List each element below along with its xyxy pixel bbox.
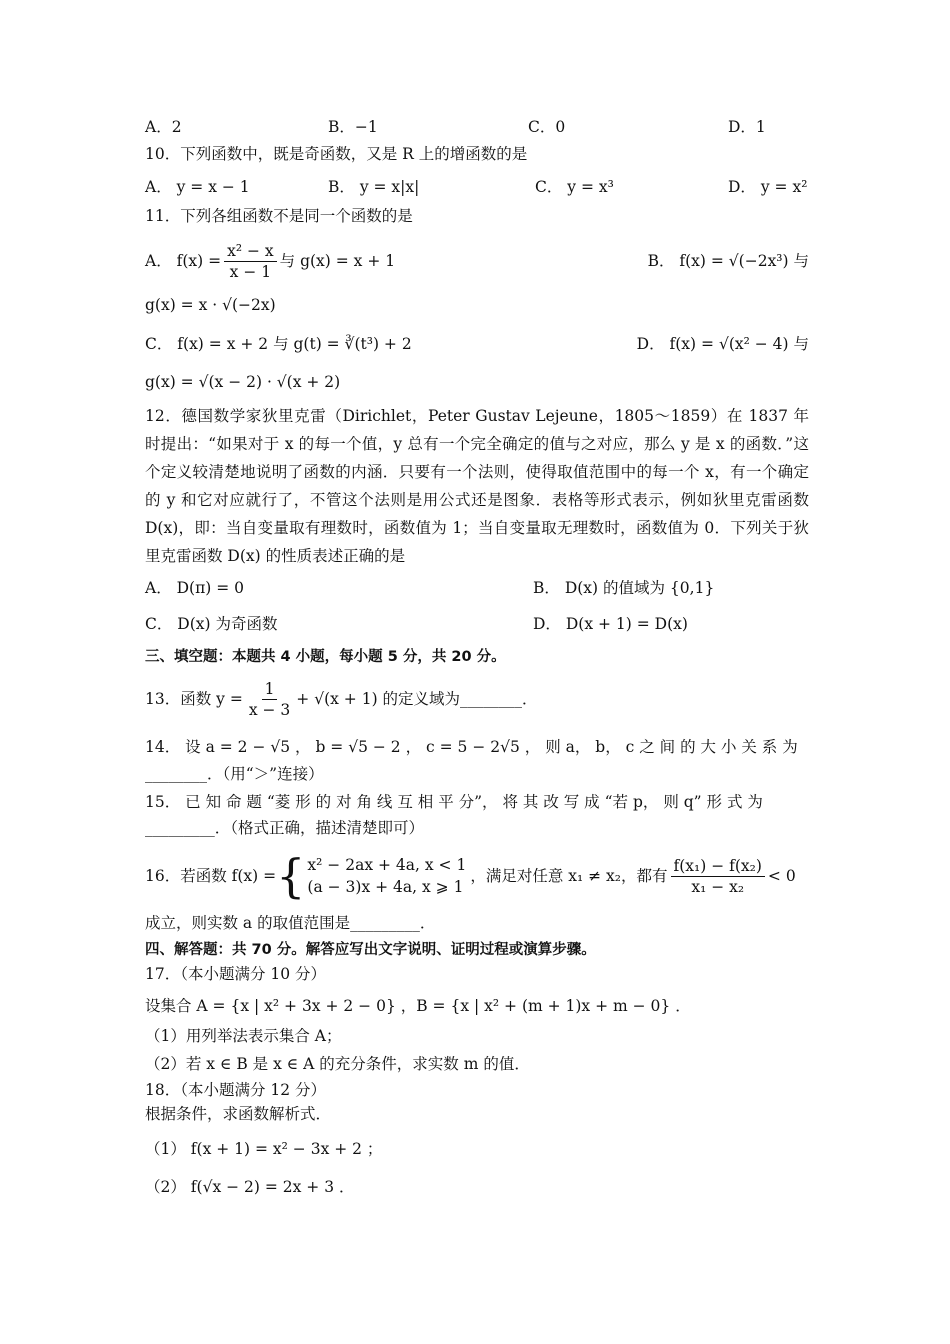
q18-part-2: （2） f(√x − 2) = 2x + 3 ． (145, 1178, 355, 1196)
q18-title: 18．（本小题满分 12 分） (145, 1081, 327, 1099)
q12-option-c: C． D(x) 为奇函数 (145, 615, 278, 633)
q14-line1: 14． 设 a = 2 − √5 ， b = √5 − 2 ， c = 5 − 2√5 ， 则 a， b， c 之 间 的 大 小 关 系 为 (145, 738, 798, 756)
q16-pre: 16．若函数 f(x) = (145, 867, 277, 885)
q9-option-b: B．−1 (328, 118, 378, 136)
q16-post: < 0 (767, 867, 796, 885)
q11-a-pre: A． f(x) = (145, 252, 222, 270)
q11-option-b-part2: g(x) = x · √(−2x) (145, 296, 276, 314)
q11-option-a (145, 241, 395, 282)
q16-numerator: f(x₁) − f(x₂) (671, 856, 765, 877)
q15-line1: 15． 已 知 命 题 “菱 形 的 对 角 线 互 相 平 分”， 将 其 改 写 成 “若 p， 则 q” 形 式 为 (145, 793, 763, 811)
q16 (145, 844, 809, 908)
q11-a-fraction (224, 241, 277, 282)
q11-option-d-part2: g(x) = √(x − 2) · √(x + 2) (145, 373, 341, 391)
q13 (145, 672, 809, 726)
q10-option-c: C． y = x³ (535, 178, 614, 196)
q16-fraction (671, 856, 765, 897)
q12-row-cd (145, 606, 809, 642)
q18-part-1: （1） f(x + 1) = x² − 3x + 2 ； (145, 1140, 383, 1158)
q12-option-a: A． D(π) = 0 (145, 579, 245, 597)
q9-option-d: D．1 (728, 118, 766, 136)
q15-line2: _________．（格式正确，描述清楚即可） (145, 819, 425, 837)
q16-case-2: (a − 3)x + 4a, x ⩾ 1 (307, 878, 464, 896)
q13-post: + √(x + 1) 的定义域为________． (296, 690, 538, 708)
q10-stem: 10．下列函数中，既是奇函数，又是 R 上的增函数的是 (145, 145, 528, 163)
q11-a-post: 与 g(x) = x + 1 (279, 252, 396, 270)
q10-options (145, 170, 809, 204)
q10-option-d: D． y = x² (728, 178, 808, 196)
q14-line2: ________．（用“＞”连接） (145, 765, 324, 783)
q11-option-c: C． f(x) = x + 2 与 g(t) = ∛(t³) + 2 (145, 335, 412, 353)
q17-sets: 设集合 A = {x | x² + 3x + 2 − 0} ，B = {x | x² + (m + 1)x + m − 0} ． (145, 997, 691, 1015)
q13-fraction (246, 679, 293, 720)
q16-piecewise (276, 849, 467, 903)
q18-intro: 根据条件，求函数解析式． (145, 1105, 332, 1123)
q10-option-b: B． y = x|x| (328, 178, 420, 196)
section-4-heading: 四、解答题：共 70 分。解答应写出文字说明、证明过程或演算步骤。 (145, 942, 596, 958)
q13-pre: 13．函数 y = (145, 690, 243, 708)
q9-option-a: A．2 (145, 118, 182, 136)
q12-option-b: B． D(x) 的值域为 {0,1} (533, 579, 715, 597)
q16-line2: 成立，则实数 a 的取值范围是_________． (145, 914, 436, 932)
q11-option-d-part1: D． f(x) = √(x² − 4) 与 (636, 335, 809, 353)
q13-denominator: x − 3 (248, 700, 291, 719)
q17-part-2: （2）若 x ∈ B 是 x ∈ A 的充分条件，求实数 m 的值． (145, 1055, 530, 1073)
q16-case-1: x² − 2ax + 4a, x < 1 (307, 856, 467, 874)
q11-a-denominator: x − 1 (229, 262, 272, 281)
q11-a-numerator: x² − x (224, 241, 277, 262)
q11-row-ab (145, 236, 809, 286)
section-3-heading: 三、填空题：本题共 4 小题，每小题 5 分，共 20 分。 (145, 649, 506, 665)
q9-options (145, 112, 809, 142)
q11-option-b-part1: B． f(x) = √(−2x³) 与 (647, 252, 809, 270)
q16-mid: ，满足对任意 x₁ ≠ x₂，都有 (470, 867, 668, 885)
q17-part-1: （1）用列举法表示集合 A； (145, 1027, 342, 1045)
q12-row-ab (145, 570, 809, 606)
q13-numerator: 1 (262, 679, 278, 700)
q11-row-cd (145, 324, 809, 364)
left-brace-icon: { (276, 849, 306, 903)
exam-page (145, 112, 809, 1206)
q12-option-d: D． D(x + 1) = D(x) (533, 615, 688, 633)
q10-option-a: A． y = x − 1 (145, 178, 250, 196)
q9-option-c: C．0 (528, 118, 566, 136)
q17-title: 17．（本小题满分 10 分） (145, 965, 327, 983)
q12-text: 12．德国数学家狄里克雷（Dirichlet，Peter Gustav Lejeune，1805～1859）在 1837 年时提出：“如果对于 x 的每一个值，y 总有一个完全确定的值与之对应，那么 y 是 x 的函数．”这个定义较清楚地说明了函数的内涵．只要有一个法则，使得取值范围中的每一个 x，有一个确定的 y 和它对应就行了，不管这个法则是用公式还是图象．表格等形式表示，例如狄里克雷函数 D(x)，即：当自变量取有理数时，函数值为 1；当自变量取无理数时，函数值为 0．下列关于狄里克雷函数 D(x) 的性质表述正确的是 (145, 407, 809, 565)
q16-denominator: x₁ − x₂ (691, 877, 745, 896)
q11-stem: 11．下列各组函数不是同一个函数的是 (145, 207, 413, 225)
